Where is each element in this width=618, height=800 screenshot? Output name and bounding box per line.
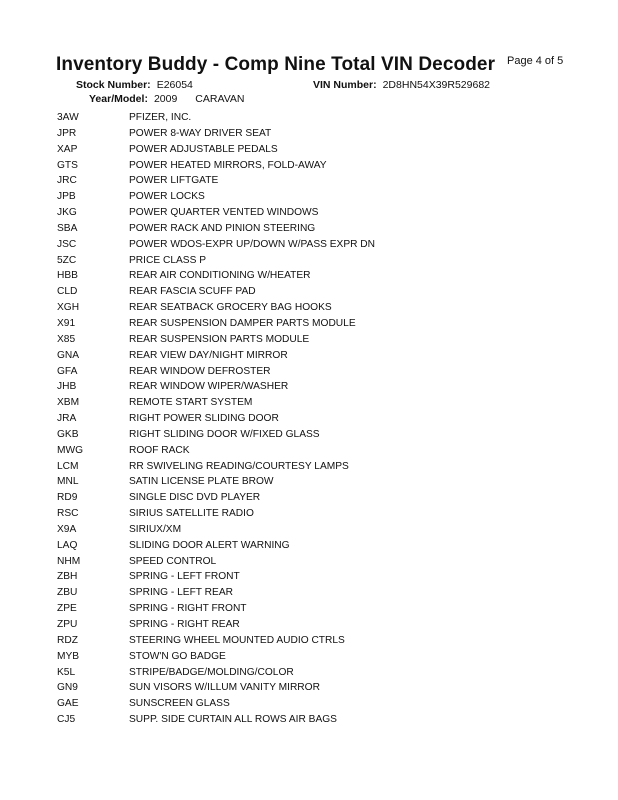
list-item (57, 427, 577, 443)
option-code: JKG (57, 207, 77, 219)
list-item (57, 300, 577, 316)
list-item (57, 411, 577, 427)
option-description: REAR AIR CONDITIONING W/HEATER (129, 270, 311, 282)
option-description: RR SWIVELING READING/COURTESY LAMPS (129, 460, 349, 472)
vin-number (313, 79, 490, 91)
list-item (57, 142, 577, 158)
option-code: JRC (57, 175, 77, 187)
option-code: RDZ (57, 634, 78, 646)
option-code-list (57, 110, 577, 728)
option-description: SPRING - RIGHT FRONT (129, 603, 247, 615)
list-item (57, 126, 577, 142)
list-item (57, 474, 577, 490)
option-code: RD9 (57, 492, 78, 504)
option-code: RSC (57, 508, 79, 520)
list-item (57, 712, 577, 728)
list-item (57, 110, 577, 126)
option-code: SBA (57, 222, 78, 234)
list-item (57, 506, 577, 522)
option-code: GN9 (57, 682, 78, 694)
option-code: JHB (57, 381, 77, 393)
option-description: REAR VIEW DAY/NIGHT MIRROR (129, 349, 288, 361)
year-value: 2009 (153, 93, 178, 105)
list-item (57, 522, 577, 538)
option-description: RIGHT POWER SLIDING DOOR (129, 413, 279, 425)
list-item (57, 221, 577, 237)
stock-number-value: E26054 (156, 79, 193, 91)
list-item (57, 364, 577, 380)
year-model (89, 93, 245, 105)
list-item (57, 158, 577, 174)
list-item (57, 173, 577, 189)
option-description: REAR SUSPENSION PARTS MODULE (129, 333, 310, 345)
option-description: POWER ADJUSTABLE PEDALS (129, 143, 278, 155)
list-item (57, 237, 577, 253)
option-code: JRA (57, 413, 77, 425)
option-description: STOW'N GO BADGE (129, 650, 226, 662)
option-code: ZBU (57, 587, 78, 599)
option-description: RIGHT SLIDING DOOR W/FIXED GLASS (129, 428, 320, 440)
option-description: SPEED CONTROL (129, 555, 217, 567)
option-description: REAR SUSPENSION DAMPER PARTS MODULE (129, 317, 356, 329)
option-description: PFIZER, INC. (129, 112, 192, 123)
list-item (57, 348, 577, 364)
option-code: GTS (57, 159, 78, 171)
list-item (57, 633, 577, 649)
list-item (57, 554, 577, 570)
option-code: X85 (57, 333, 76, 345)
list-item (57, 696, 577, 712)
list-item (57, 459, 577, 475)
option-description: SIRIUX/XM (129, 523, 182, 535)
option-description: STRIPE/BADGE/MOLDING/COLOR (129, 666, 294, 678)
option-code: GNA (57, 349, 80, 361)
option-description: POWER 8-WAY DRIVER SEAT (129, 127, 272, 139)
option-code: GKB (57, 428, 79, 440)
option-code: 5ZC (57, 254, 77, 266)
option-description: REAR WINDOW DEFROSTER (129, 365, 271, 377)
option-description: SPRING - LEFT REAR (129, 587, 233, 599)
option-description: POWER WDOS-EXPR UP/DOWN W/PASS EXPR DN (129, 238, 376, 250)
option-code: X9A (57, 523, 77, 535)
option-description: SIRIUS SATELLITE RADIO (129, 508, 254, 520)
option-code: K5L (57, 666, 76, 678)
year-model-label: Year/Model: (89, 93, 148, 105)
option-code: X91 (57, 317, 76, 329)
option-code: GFA (57, 365, 78, 377)
option-description: SINGLE DISC DVD PLAYER (129, 492, 261, 504)
option-code: LAQ (57, 539, 78, 551)
model-value: CARAVAN (195, 93, 245, 105)
option-description: POWER LOCKS (129, 191, 205, 203)
option-code: XGH (57, 302, 80, 314)
option-description: POWER QUARTER VENTED WINDOWS (129, 207, 319, 219)
option-code: XBM (57, 397, 80, 409)
option-description: ROOF RACK (129, 444, 190, 456)
option-code: CJ5 (57, 714, 76, 726)
option-description: STEERING WHEEL MOUNTED AUDIO CTRLS (129, 634, 345, 646)
list-item (57, 205, 577, 221)
vin-number-value: 2D8HN54X39R529682 (382, 79, 491, 91)
list-item (57, 649, 577, 665)
option-description: REAR FASCIA SCUFF PAD (129, 286, 256, 298)
option-code: 3AW (57, 112, 79, 123)
option-description: POWER LIFTGATE (129, 175, 219, 187)
option-description: REAR SEATBACK GROCERY BAG HOOKS (129, 302, 332, 314)
list-item (57, 490, 577, 506)
list-item (57, 395, 577, 411)
list-item (57, 268, 577, 284)
list-item (57, 585, 577, 601)
option-code: LCM (57, 460, 79, 472)
option-description: SUNSCREEN GLASS (129, 698, 230, 710)
page-title: Inventory Buddy - Comp Nine Total VIN Decoder (56, 54, 496, 75)
option-code: HBB (57, 270, 78, 282)
list-item (57, 284, 577, 300)
option-description: SPRING - RIGHT REAR (129, 619, 240, 630)
list-item (57, 601, 577, 617)
list-item (57, 443, 577, 459)
option-description: SUPP. SIDE CURTAIN ALL ROWS AIR BAGS (129, 714, 337, 726)
option-description: SPRING - LEFT FRONT (129, 571, 240, 583)
option-code: MNL (57, 476, 79, 488)
option-description: REAR WINDOW WIPER/WASHER (129, 381, 289, 393)
option-code: MYB (57, 650, 80, 662)
option-description: SUN VISORS W/ILLUM VANITY MIRROR (129, 682, 320, 694)
page-number: Page 4 of 5 (507, 55, 564, 67)
option-description: REMOTE START SYSTEM (129, 397, 253, 409)
list-item (57, 379, 577, 395)
list-item (57, 316, 577, 332)
option-description: SLIDING DOOR ALERT WARNING (129, 539, 290, 551)
list-item (57, 569, 577, 585)
stock-number-label: Stock Number: (76, 79, 151, 91)
option-description: SATIN LICENSE PLATE BROW (129, 476, 274, 488)
list-item (57, 617, 577, 633)
list-item (57, 253, 577, 269)
option-code: GAE (57, 698, 79, 710)
vin-number-label: VIN Number: (313, 79, 377, 91)
option-code: JPB (57, 191, 76, 203)
list-item (57, 538, 577, 554)
option-code: JPR (57, 127, 77, 139)
option-description: POWER RACK AND PINION STEERING (129, 222, 316, 234)
option-code: MWG (57, 444, 84, 456)
option-code: ZBH (57, 571, 78, 583)
option-description: PRICE CLASS P (129, 254, 206, 266)
option-code: NHM (57, 555, 81, 567)
option-code: CLD (57, 286, 78, 298)
option-description: POWER HEATED MIRRORS, FOLD-AWAY (129, 159, 327, 171)
list-item (57, 665, 577, 681)
list-item (57, 332, 577, 348)
option-code: JSC (57, 238, 77, 250)
list-item (57, 189, 577, 205)
stock-number (76, 79, 193, 91)
list-item (57, 680, 577, 696)
option-code: ZPU (57, 619, 78, 630)
option-code: XAP (57, 143, 78, 155)
option-code: ZPE (57, 603, 77, 615)
